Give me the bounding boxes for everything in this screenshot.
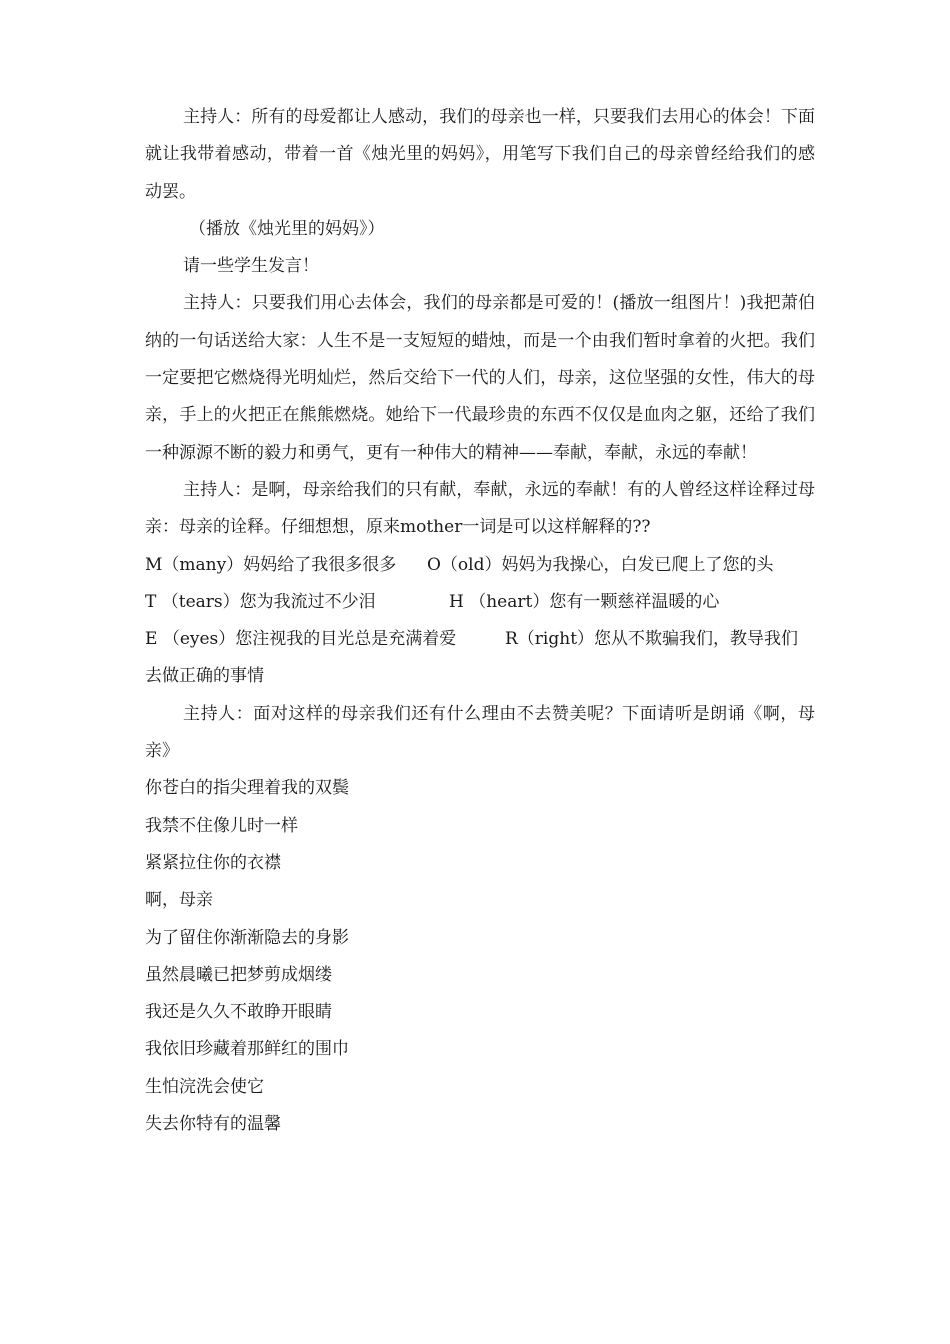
- acrostic-row-2: [145, 584, 815, 621]
- acrostic-row-1: [145, 547, 815, 584]
- poem: [145, 770, 815, 1143]
- acrostic-r: R（right）您从不欺骗我们，教导我们去做正确的事情: [145, 629, 799, 687]
- poem-line: 我依旧珍藏着那鲜红的围巾: [145, 1039, 349, 1060]
- acrostic-o: O（old）妈妈为我操心，白发已爬上了您的头: [427, 554, 774, 575]
- stage-direction: （播放《烛光里的妈妈》）: [189, 218, 385, 239]
- acrostic-m: M（many）妈妈给了我很多很多: [145, 554, 397, 575]
- poem-line: 紧紧拉住你的衣襟: [145, 852, 281, 873]
- host-paragraph-1: 主持人：所有的母爱都让人感动，我们的母亲也一样，只要我们去用心的体会！下面就让我带着感动，带着一首《烛光里的妈妈》，用笔写下我们自己的母亲曾经给我们的感动罢。: [145, 107, 815, 202]
- poem-line: 啊，母亲: [145, 890, 213, 911]
- acrostic-h: H （heart）您有一颗慈祥温暖的心: [449, 591, 720, 612]
- poem-line: 我还是久久不敢睁开眼睛: [145, 1002, 332, 1023]
- host-paragraph-3: 主持人：是啊，母亲给我们的只有献，奉献，永远的奉献！有的人曾经这样诠释过母亲：母亲的诠释。仔细想想，原来mother一词是可以这样解释的??: [145, 479, 815, 538]
- poem-line: 虽然晨曦已把梦剪成烟缕: [145, 964, 332, 985]
- acrostic-row-3: [145, 621, 815, 696]
- poem-line: 失去你特有的温馨: [145, 1114, 281, 1135]
- host-paragraph-2: 主持人：只要我们用心去体会，我们的母亲都是可爱的！(播放一组图片！)我把萧伯纳的一句话送给大家：人生不是一支短短的蜡烛，而是一个由我们暂时拿着的火把。我们一定要把它燃烧得光明灿烂，然后交给下一代的人们，母亲，这位坚强的女性，伟大的母亲，手上的火把正在熊熊燃烧。她给下一代最珍贵的东西不仅仅是血肉之躯，还给了我们一种源源不断的毅力和勇气，更有一种伟大的精神——奉献，奉献，永远的奉献！: [145, 293, 815, 463]
- acrostic-e: E （eyes）您注视我的目光总是充满着爱: [145, 629, 457, 650]
- acrostic-t: T （tears）您为我流过不少泪: [145, 591, 376, 612]
- poem-line: 为了留住你渐渐隐去的身影: [145, 927, 349, 948]
- poem-line: 你苍白的指尖理着我的双鬓: [145, 778, 349, 799]
- poem-line: 我禁不住像儿时一样: [145, 815, 298, 836]
- student-speech-note: 请一些学生发言！: [183, 256, 319, 277]
- document-body: [145, 99, 815, 1143]
- host-paragraph-4: 主持人：面对这样的母亲我们还有什么理由不去赞美呢？下面请听是朗诵《啊，母亲》: [145, 703, 815, 762]
- poem-line: 生怕浣洗会使它: [145, 1076, 264, 1097]
